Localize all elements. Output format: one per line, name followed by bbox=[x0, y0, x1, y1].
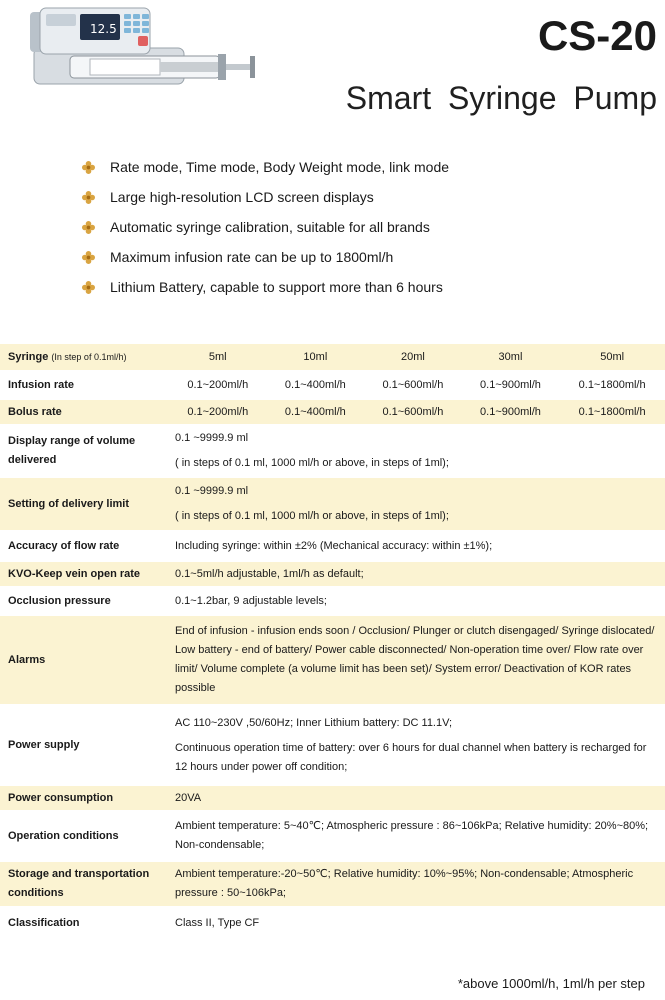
spec-line: ( in steps of 0.1 ml, 1000 ml/h or above, in steps of 1ml); bbox=[175, 457, 449, 469]
spec-label: Setting of delivery limit bbox=[0, 478, 169, 530]
footnote: *above 1000ml/h, 1ml/h per step bbox=[457, 976, 645, 991]
spec-value: Ambient temperature:-20~50℃; Relative humidity: 10%~95%; Non-condensable; Atmospheric pressure : 50~106kPa; bbox=[169, 862, 665, 906]
product-subtitle: Smart Syringe Pump bbox=[345, 80, 657, 116]
flower-bullet-icon bbox=[82, 161, 95, 174]
spec-cell: 0.1~400ml/h bbox=[284, 379, 346, 391]
feature-item bbox=[82, 152, 449, 182]
spec-line: 0.1 ~9999.9 ml bbox=[175, 432, 249, 444]
feature-text: Lithium Battery, capable to support more than 6 hours bbox=[110, 279, 443, 295]
spec-cell: 0.1~400ml/h bbox=[267, 400, 365, 424]
spec-cell: 0.1~900ml/h bbox=[462, 400, 560, 424]
spec-row-bolus-rate bbox=[0, 400, 665, 424]
spec-table bbox=[0, 341, 665, 940]
syringe-pump-image bbox=[30, 4, 256, 88]
spec-label: Power supply bbox=[8, 738, 80, 751]
feature-item bbox=[82, 182, 449, 212]
flower-bullet-icon bbox=[82, 221, 95, 234]
spec-row-power-supply bbox=[0, 707, 665, 783]
spec-row-infusion-rate bbox=[0, 373, 665, 397]
feature-item bbox=[82, 242, 449, 272]
spec-cell: 0.1~200ml/h bbox=[187, 379, 249, 391]
feature-text: Automatic syringe calibration, suitable for all brands bbox=[110, 219, 430, 235]
flower-bullet-icon bbox=[82, 191, 95, 204]
spec-cell: 0.1~1800ml/h bbox=[559, 400, 665, 424]
spec-cell: 30ml bbox=[462, 344, 560, 370]
spec-label: Syringe (In step of 0.1ml/h) bbox=[0, 344, 169, 370]
spec-value: 0.1~5ml/h adjustable, 1ml/h as default; bbox=[169, 562, 665, 586]
spec-cell: 0.1~200ml/h bbox=[169, 400, 267, 424]
spec-value bbox=[169, 478, 665, 530]
spec-value bbox=[169, 427, 665, 475]
spec-value: 0.1~1.2bar, 9 adjustable levels; bbox=[175, 594, 327, 607]
spec-label: Occlusion pressure bbox=[8, 594, 111, 607]
spec-label: Operation conditions bbox=[8, 829, 119, 842]
spec-value bbox=[169, 707, 665, 783]
spec-value: Class II, Type CF bbox=[175, 916, 260, 929]
spec-label: Accuracy of flow rate bbox=[8, 539, 120, 552]
spec-note: (In step of 0.1ml/h) bbox=[51, 351, 127, 362]
spec-label: KVO-Keep vein open rate bbox=[0, 562, 169, 586]
flower-bullet-icon bbox=[82, 251, 95, 264]
spec-row-syringe bbox=[0, 344, 665, 370]
spec-cell: 0.1~600ml/h bbox=[364, 400, 462, 424]
spec-value: 20VA bbox=[169, 786, 665, 810]
spec-row-display-range bbox=[0, 427, 665, 475]
model-title: CS-20 bbox=[537, 12, 657, 59]
spec-cell: 10ml bbox=[267, 344, 365, 370]
spec-label: Display range of volume delivered bbox=[8, 435, 136, 466]
spec-row-delivery-limit bbox=[0, 478, 665, 530]
feature-list bbox=[82, 152, 449, 302]
spec-row-power-consumption bbox=[0, 786, 665, 810]
spec-value: Ambient temperature: 5~40℃; Atmospheric pressure : 86~106kPa; Relative humidity: 20%~80%; Non-condensable; bbox=[175, 820, 649, 851]
spec-row-accuracy bbox=[0, 533, 665, 559]
lcd-readout: 12.5 bbox=[90, 22, 117, 36]
spec-row-classification bbox=[0, 909, 665, 937]
spec-cell: 20ml bbox=[364, 344, 462, 370]
spec-line: AC 110~230V ,50/60Hz; Inner Lithium battery: DC 11.1V; bbox=[175, 716, 453, 729]
spec-line: ( in steps of 0.1 ml, 1000 ml/h or above, in steps of 1ml); bbox=[175, 510, 449, 522]
spec-cell: 0.1~900ml/h bbox=[480, 379, 541, 391]
spec-label: Power consumption bbox=[0, 786, 169, 810]
spec-cell: 0.1~1800ml/h bbox=[578, 379, 646, 391]
feature-text: Maximum infusion rate can be up to 1800ml/h bbox=[110, 249, 394, 265]
spec-row-kvo bbox=[0, 562, 665, 586]
spec-cell: 5ml bbox=[169, 344, 267, 370]
spec-row-occlusion bbox=[0, 589, 665, 613]
spec-label: Classification bbox=[8, 916, 80, 929]
spec-row-operation-conditions bbox=[0, 813, 665, 859]
spec-value: End of infusion - infusion ends soon / Occlusion/ Plunger or clutch disengaged/ Syringe dislocated/ Low battery - end of battery/ Power cable disconnected/ Non-operation time over/ Flow rate over limit/ Volume complete (a volume limit has been set)/ System error/ Deactivation of KOR rates possible bbox=[169, 616, 665, 704]
spec-line: 0.1 ~9999.9 ml bbox=[175, 485, 249, 497]
spec-label: Alarms bbox=[0, 616, 169, 704]
spec-label: Infusion rate bbox=[8, 378, 75, 391]
spec-row-alarms bbox=[0, 616, 665, 704]
spec-cell: 0.1~600ml/h bbox=[382, 379, 444, 391]
spec-row-storage-conditions bbox=[0, 862, 665, 906]
spec-label: Storage and transportation conditions bbox=[0, 862, 169, 906]
spec-cell: 50ml bbox=[559, 344, 665, 370]
spec-label: Bolus rate bbox=[0, 400, 169, 424]
spec-value: Including syringe: within ±2% (Mechanical accuracy: within ±1%); bbox=[175, 539, 493, 552]
feature-item bbox=[82, 212, 449, 242]
spec-line: Continuous operation time of battery: over 6 hours for dual channel when battery is recharged for 12 hours under power off condition; bbox=[175, 741, 647, 773]
feature-text: Large high-resolution LCD screen displays bbox=[110, 189, 374, 205]
flower-bullet-icon bbox=[82, 281, 95, 294]
feature-item bbox=[82, 272, 449, 302]
feature-text: Rate mode, Time mode, Body Weight mode, link mode bbox=[110, 159, 450, 175]
